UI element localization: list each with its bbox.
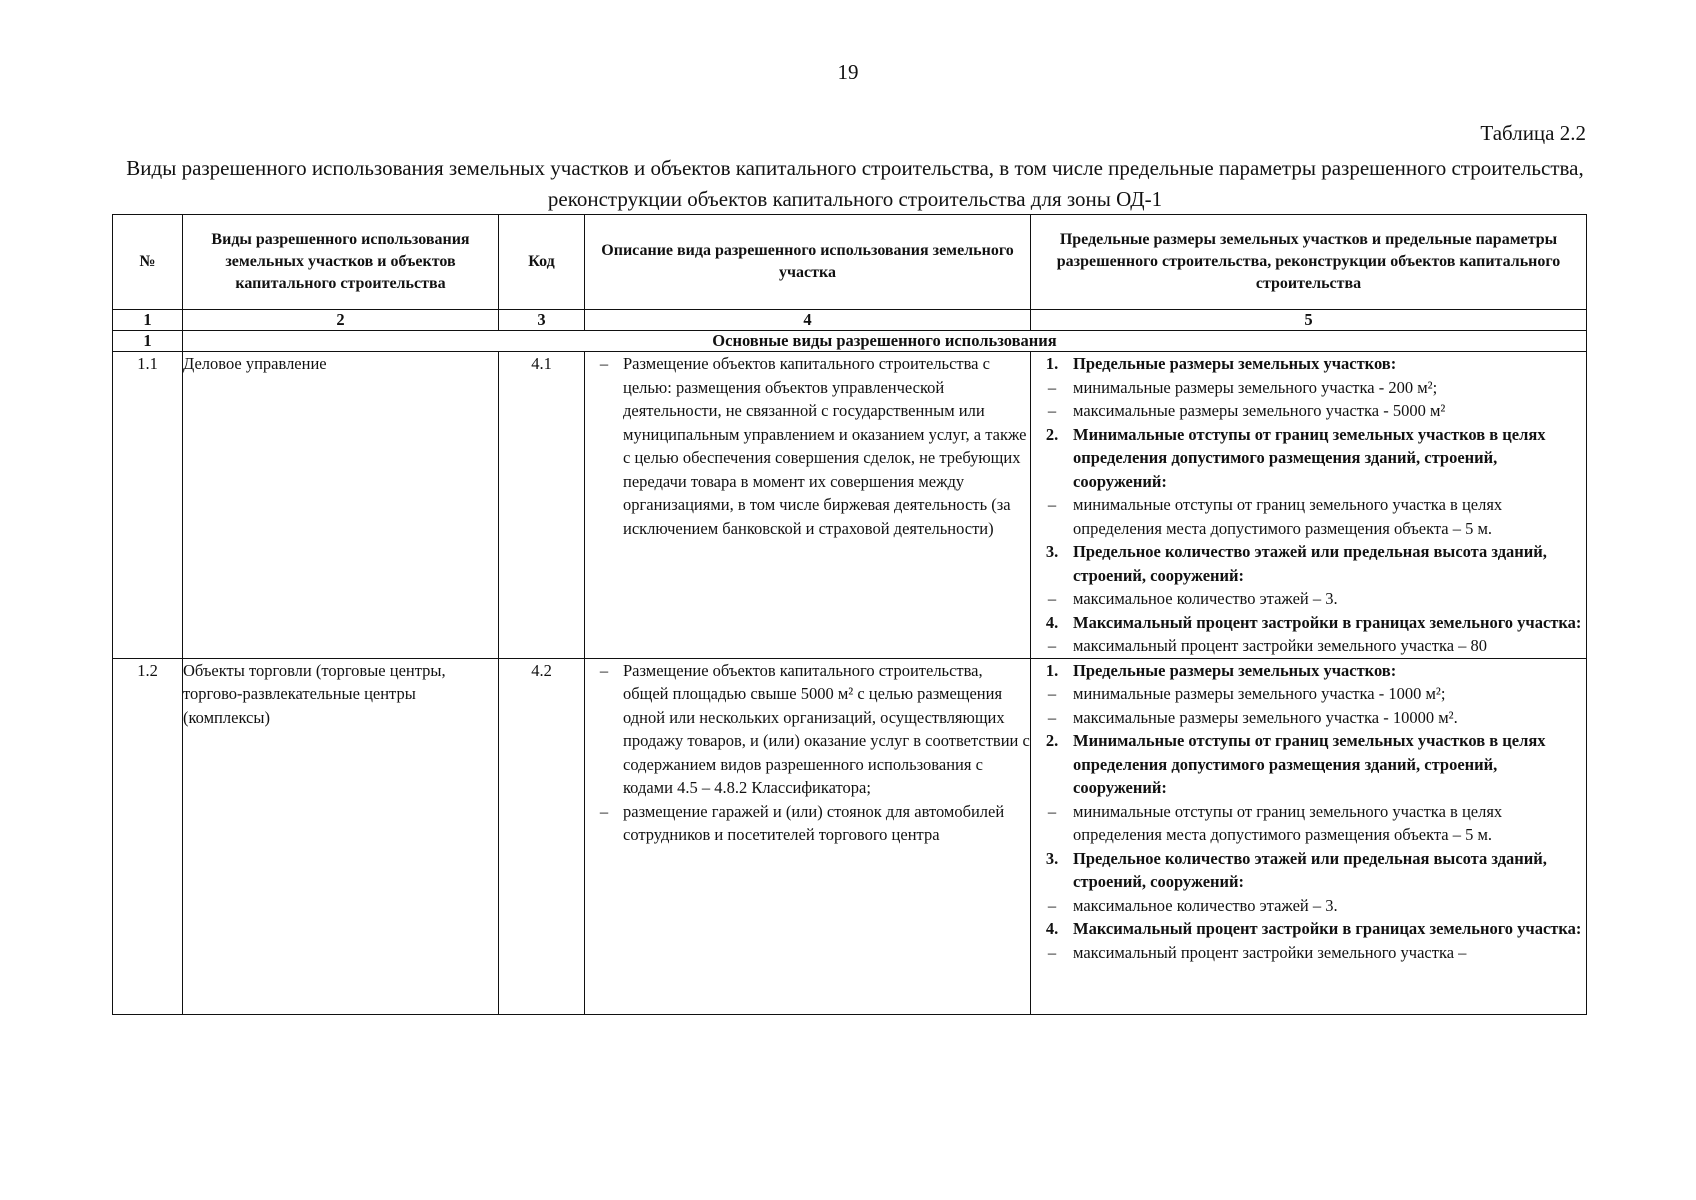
table-caption: Виды разрешенного использования земельных участков и объектов капитального строительства, в том числе предельные параметры разрешенного строительства, реконструкции объектов капитального строительства для зоны ОД-1 (126, 156, 1584, 211)
parameter-text: минимальные отступы от границ земельного участка в целях определения места допустимого размещения объекта – 5 м. (1073, 801, 1503, 844)
section-number: 1 (113, 331, 183, 352)
parameter-marker: 4. (1045, 919, 1059, 938)
column-number-row (113, 310, 1587, 331)
parameter-item (1031, 399, 1586, 423)
description-item (585, 352, 1030, 540)
column-number: 3 (499, 310, 585, 331)
description-text: размещение гаражей и (или) стоянок для автомобилей сотрудников и посетителей торгового центра (623, 801, 1005, 844)
parameter-text: максимальные размеры земельного участка - 10000 м². (1073, 707, 1458, 727)
section-title: Основные виды разрешенного использования (183, 331, 1587, 352)
parameter-marker: – (1047, 684, 1057, 703)
section-row (113, 331, 1587, 352)
parameter-item (1031, 706, 1586, 730)
parameter-text: Предельные размеры земельных участков: (1073, 660, 1397, 680)
row-number: 1.2 (113, 658, 183, 1014)
column-number: 4 (585, 310, 1031, 331)
parameter-heading (1031, 352, 1586, 376)
header-row (113, 215, 1587, 310)
parameter-marker: – (1047, 707, 1057, 727)
parameter-marker: 1. (1045, 660, 1059, 680)
parameter-item (1031, 493, 1586, 540)
parameter-item (1031, 587, 1586, 611)
parameter-heading (1031, 423, 1586, 494)
parameter-item (1031, 941, 1586, 965)
parameter-heading (1031, 540, 1586, 587)
parameter-marker: – (1047, 495, 1057, 514)
parameters-list (1031, 658, 1587, 1014)
description-text: Размещение объектов капитального строительства, общей площадью свыше 5000 м² с целью размещения одной или нескольких организаций, осуществляющих продажу товаров, и (или) оказание услуг в соответствии с содержанием видов разрешенного использования с кодами 4.5 – 4.8.2 Классификатора; (623, 660, 1030, 797)
parameter-marker: – (1047, 801, 1057, 821)
parameter-marker: – (1047, 942, 1057, 962)
use-type-name: Объекты торговли (торговые центры, торгово-развлекательные центры (комплексы) (183, 658, 499, 1014)
column-number: 2 (183, 310, 499, 331)
description-item (585, 800, 1030, 847)
parameter-marker: 2. (1045, 731, 1059, 750)
parameter-text: Максимальный процент застройки в границах земельного участка: (1073, 612, 1582, 632)
parameter-item (1031, 894, 1586, 918)
parameter-marker: – (1047, 895, 1057, 915)
header-code: Код (499, 215, 585, 310)
parameter-item (1031, 800, 1586, 847)
parameter-marker: – (1047, 636, 1057, 655)
parameters-list (1031, 352, 1587, 659)
parameter-marker: 4. (1045, 612, 1059, 632)
use-description (585, 352, 1031, 659)
header-params: Предельные размеры земельных участков и предельные параметры разрешенного строительства, реконструкции объектов капитального строительства (1031, 215, 1587, 310)
parameter-marker: – (1047, 401, 1057, 420)
parameter-text: минимальные отступы от границ земельного участка в целях определения места допустимого размещения объекта – 5 м. (1073, 495, 1503, 538)
dash-marker: – (599, 801, 609, 821)
parameter-marker: 3. (1045, 848, 1059, 868)
header-name: Виды разрешенного использования земельных участков и объектов капитального строительства (183, 215, 499, 310)
parameter-heading (1031, 917, 1586, 941)
table-row (113, 352, 1587, 659)
parameter-item (1031, 682, 1586, 706)
parameter-text: Предельные размеры земельных участков: (1073, 354, 1397, 373)
parameter-heading (1031, 611, 1586, 635)
parameter-text: максимальный процент застройки земельного участка – 80 (1073, 636, 1488, 655)
use-type-code: 4.2 (499, 658, 585, 1014)
zoning-table (112, 214, 1587, 1015)
parameter-marker: 1. (1045, 354, 1059, 373)
page-number: 19 (837, 60, 859, 84)
parameter-text: Предельное количество этажей или предельная высота зданий, строений, сооружений: (1073, 542, 1547, 585)
column-number: 5 (1031, 310, 1587, 331)
parameter-text: максимальный процент застройки земельного участка – (1073, 942, 1467, 962)
parameter-text: Минимальные отступы от границ земельных участков в целях определения допустимого размещения зданий, строений, сооружений: (1073, 424, 1546, 491)
description-text: Размещение объектов капитального строительства с целью: размещения объектов управленческой деятельности, не связанной с государственным или муниципальным управлением и оказанием услуг, а также с целью обеспечения совершения сделок, не требующих передачи товара в момент их совершения между организациями, в том числе биржевая деятельность (за исключением банковской и страховой деятельности) (623, 354, 1027, 538)
table-row (113, 658, 1587, 1014)
description-item (585, 659, 1030, 800)
use-type-code: 4.1 (499, 352, 585, 659)
parameter-heading (1031, 729, 1586, 800)
parameter-text: минимальные размеры земельного участка - 1000 м²; (1073, 684, 1446, 703)
header-description: Описание вида разрешенного использования земельного участка (585, 215, 1031, 310)
parameter-marker: – (1047, 377, 1057, 397)
parameter-text: Максимальный процент застройки в границах земельного участка: (1073, 919, 1582, 938)
column-number: 1 (113, 310, 183, 331)
header-no: № (113, 215, 183, 310)
use-type-name: Деловое управление (183, 352, 499, 659)
table-label: Таблица 2.2 (1480, 121, 1586, 145)
parameter-item (1031, 376, 1586, 400)
parameter-marker: 2. (1045, 424, 1059, 444)
parameter-marker: 3. (1045, 542, 1059, 561)
dash-marker: – (599, 660, 609, 680)
parameter-heading (1031, 659, 1586, 683)
parameter-text: минимальные размеры земельного участка - 200 м²; (1073, 377, 1438, 397)
parameter-text: максимальное количество этажей – 3. (1073, 895, 1338, 915)
parameter-text: Предельное количество этажей или предельная высота зданий, строений, сооружений: (1073, 848, 1547, 891)
use-description (585, 658, 1031, 1014)
parameter-item (1031, 634, 1586, 658)
parameter-marker: – (1047, 589, 1057, 608)
parameter-text: максимальное количество этажей – 3. (1073, 589, 1338, 608)
parameter-text: максимальные размеры земельного участка - 5000 м² (1073, 401, 1446, 420)
parameter-text: Минимальные отступы от границ земельных участков в целях определения допустимого размещения зданий, строений, сооружений: (1073, 731, 1546, 797)
dash-marker: – (599, 354, 609, 373)
parameter-heading (1031, 847, 1586, 894)
row-number: 1.1 (113, 352, 183, 659)
